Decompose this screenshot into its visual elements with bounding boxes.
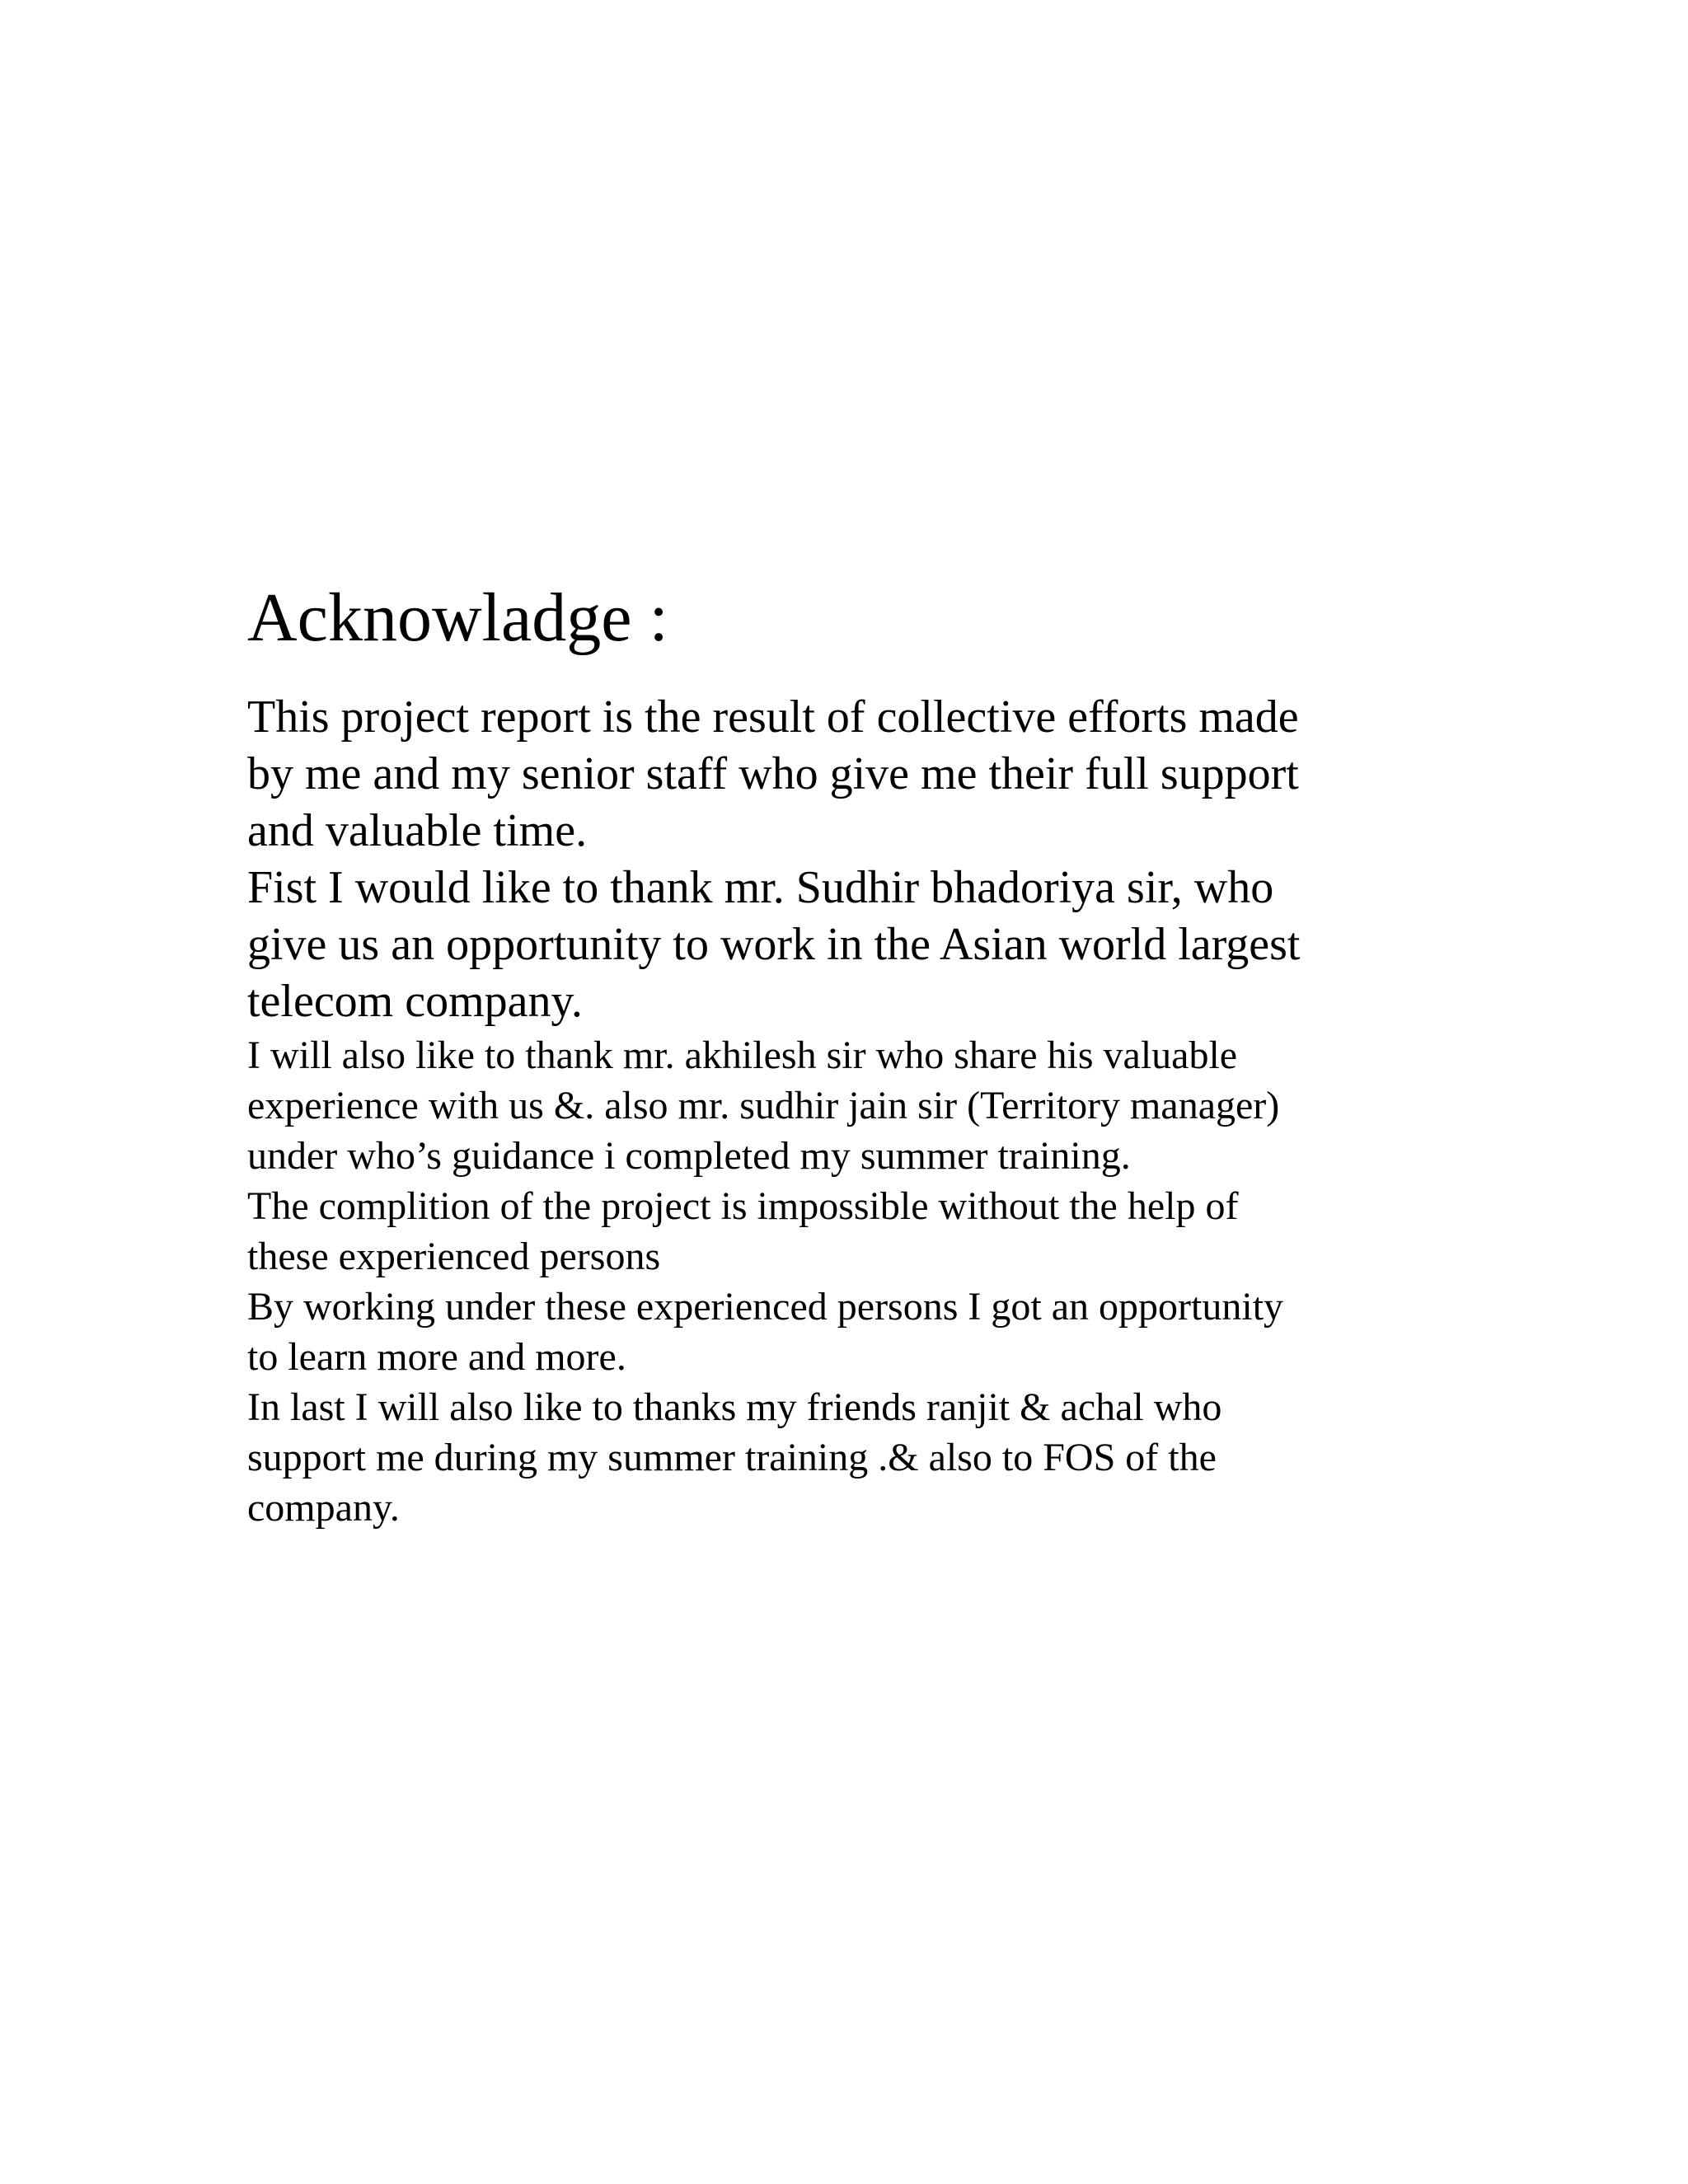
text-line: company. — [247, 1486, 400, 1530]
text-line: By working under these experienced persons I got an opportunity — [247, 1285, 1284, 1329]
text-line: support me during my summer training .& also to FOS of the — [247, 1436, 1217, 1479]
text-line: to learn more and more. — [247, 1335, 626, 1379]
text-line: The complition of the project is impossible without the help of — [247, 1184, 1239, 1228]
text-line: give us an opportunity to work in the Asian world largest — [247, 919, 1301, 970]
intro-paragraph — [247, 689, 1484, 1030]
acknowledgement-section — [247, 577, 1484, 1533]
text-line: and valuable time. — [247, 805, 588, 856]
text-line: I will also like to thank mr. akhilesh sir who share his valuable — [247, 1033, 1238, 1077]
text-line: these experienced persons — [247, 1235, 661, 1278]
thanks-paragraph — [247, 1030, 1484, 1533]
text-line: under who’s guidance i completed my summer training. — [247, 1134, 1131, 1178]
page-heading: Acknowladge : — [247, 579, 668, 656]
text-line: In last I will also like to thanks my friends ranjit & achal who — [247, 1385, 1222, 1429]
text-line: Fist I would like to thank mr. Sudhir bhadoriya sir, who — [247, 862, 1274, 913]
text-line: This project report is the result of collective efforts made — [247, 691, 1299, 743]
text-line: by me and my senior staff who give me their full support — [247, 748, 1299, 799]
text-line: experience with us &. also mr. sudhir jain sir (Territory manager) — [247, 1084, 1280, 1127]
text-line: telecom company. — [247, 976, 583, 1027]
